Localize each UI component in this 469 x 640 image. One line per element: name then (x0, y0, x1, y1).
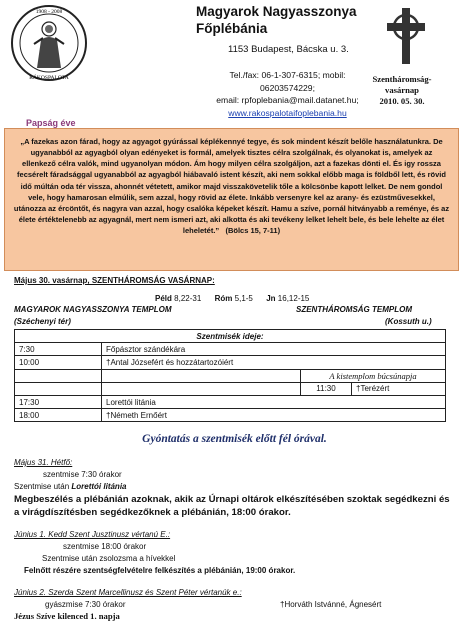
contact-block (195, 69, 380, 119)
mass-intention: †Antal Józsefért és hozzátartozóiért (102, 356, 446, 369)
kistemplom-label: A kistemplom búcsúnapja (301, 369, 446, 382)
sunday-line2: vasárnap (385, 85, 419, 95)
table-row (15, 356, 446, 369)
contact-line2: 06203574229; (260, 82, 315, 93)
mass-intention: †Németh Ernőért (102, 409, 446, 422)
sunday-heading: Május 30. vasárnap, SZENTHÁROMSÁG VASÁRNAP: (14, 276, 215, 285)
church-right-sub: (Kossuth u.) (385, 317, 432, 326)
mass-table-caption: Szentmisék ideje: (15, 330, 446, 343)
jun2-line1: gyászmise 7:30 órakor (45, 600, 126, 609)
may31-line2-em: Lorettói litánia (71, 482, 127, 491)
may31-bold-note: Megbeszélés a plébánián azoknak, akik az Úrnapi oltárok elkészítésében szoktak segédkezni és a virágdíszítésben segédkezőknek a plébánián, 18:00 órakor. (14, 494, 450, 518)
mass-intention: Főpásztor szándékára (102, 343, 446, 356)
jun2-heading: Június 2. Szerda Szent Marcellinusz és Szent Péter vértanúk e.: (14, 588, 242, 597)
mass-time: 7:30 (15, 343, 102, 356)
jun2-line1-right: †Horváth Istvánné, Ágnesért (280, 600, 382, 609)
reading-book-1: Péld (155, 294, 172, 303)
contact-line3: email: rpfoplebania@mail.datanet.hu; (216, 95, 359, 106)
title-line1: Magyarok Nagyasszonya (196, 4, 357, 19)
website-link[interactable]: www.rakospalotaifoplebania.hu (228, 107, 347, 118)
mass-intention: Lorettói litánia (102, 395, 446, 408)
mass-time: 17:30 (15, 395, 102, 408)
sunday-label (361, 74, 443, 107)
table-row (15, 369, 446, 382)
may31-line2-prefix: Szentmise után (14, 482, 72, 491)
jun1-line1: szentmise 18:00 órakor (63, 542, 147, 551)
quote-text: „A fazekas azon fárad, hogy az agyagot gyúrással képlékennyé tegye, és sok mindent készít belőle használatunkra. De ugyanabból az agyagból olyan edényeket is formál, amelyek tisztes célra szolgálnak, és olyanokat is, amelyek az ellenkező célra valók, mind ugyanolyan módon. Ám hogy milyen célra szolgáljon, azt a fazekas dönti el. És igy rossza fecsérelt fáradsággal ugyanabból az agyagból hiábavaló istent készít, aki nem sokkal előbb maga is földből lett, és rövid idő múltán oda tér vissza, ahonnét vétetett, amikor majd visszakövetelik tőle a kölcsönbe kapott lelket. De nem gondol vele, hogy hamarosan elmúlik, sem azzal, hogy rövid az élete. Inkább versenyre kel az arany- és ezüstművesekkel, utánozza az ércöntőt, és nagyra van azzal, hogy csalóka képeket készít. Hamu a szíve, pornál hitványabb a reménye, és az élete értéktelenebb az agyagnál, mert nem ismeri azt, aki alkotta és aki tevékeny lelket lehelt bele, és bele lehelte az élet leheletét.” (13, 137, 450, 236)
logo-bottom-text: RÁKOSPALOTA (29, 75, 69, 81)
sunday-date: 2010. 05. 30. (379, 96, 425, 106)
parish-logo (10, 4, 88, 82)
may31-line2 (14, 482, 127, 491)
table-row (15, 382, 446, 395)
contact-line1: Tel./fax: 06-1-307-6315; mobil: (229, 70, 346, 80)
church-left-sub: (Széchenyi tér) (14, 317, 71, 326)
table-row (15, 409, 446, 422)
kistemplom-time: 11:30 (301, 382, 352, 395)
quote-box (4, 128, 459, 271)
church-left: MAGYAROK NAGYASSZONYA TEMPLOM (14, 305, 172, 314)
may31-heading: Május 31. Hétfő: (14, 458, 73, 467)
jun1-heading: Június 1. Kedd Szent Jusztinusz vértanú E.: (14, 530, 171, 539)
reading-ref-2: 5,1-5 (234, 294, 253, 303)
reading-ref-1: 8,22-31 (174, 294, 202, 303)
mass-table (14, 329, 446, 422)
confession-note: Gyóntatás a szentmisék előtt fél órával. (142, 433, 327, 445)
reading-book-3: Jn (266, 294, 276, 303)
papsag-eve-label: Papság éve (26, 118, 76, 128)
reading-book-2: Róm (214, 294, 233, 303)
reading-ref-3: 16,12-15 (277, 294, 310, 303)
quote-reference: (Bölcs 15, 7-11) (225, 226, 281, 236)
jun2-line2: Jézus Szíve kilenced 1. napja (14, 611, 120, 621)
church-right: SZENTHÁROMSÁG TEMPLOM (296, 305, 412, 314)
mass-time: 18:00 (15, 409, 102, 422)
may31-line1: szentmise 7:30 órakor (43, 470, 122, 479)
title-line2: Főplébánia (196, 21, 268, 36)
page-title (196, 3, 357, 37)
jun1-bold-note: Felnőtt részére szentségfelvételre felkészítés a plébánián, 19:00 órakor. (24, 566, 296, 575)
address: 1153 Budapest, Bácska u. 3. (228, 44, 349, 55)
sunday-line1: Szentháromság- (372, 74, 432, 84)
jun1-line2: Szentmise után zsolozsma a hívekkel (42, 554, 176, 563)
kistemplom-intention: †Terézért (352, 382, 446, 395)
table-row (15, 343, 446, 356)
logo-top-text: 1908 - 2008 (35, 9, 63, 15)
readings (155, 294, 309, 303)
mass-time: 10:00 (15, 356, 102, 369)
cross-icon (383, 6, 429, 66)
table-row (15, 395, 446, 408)
